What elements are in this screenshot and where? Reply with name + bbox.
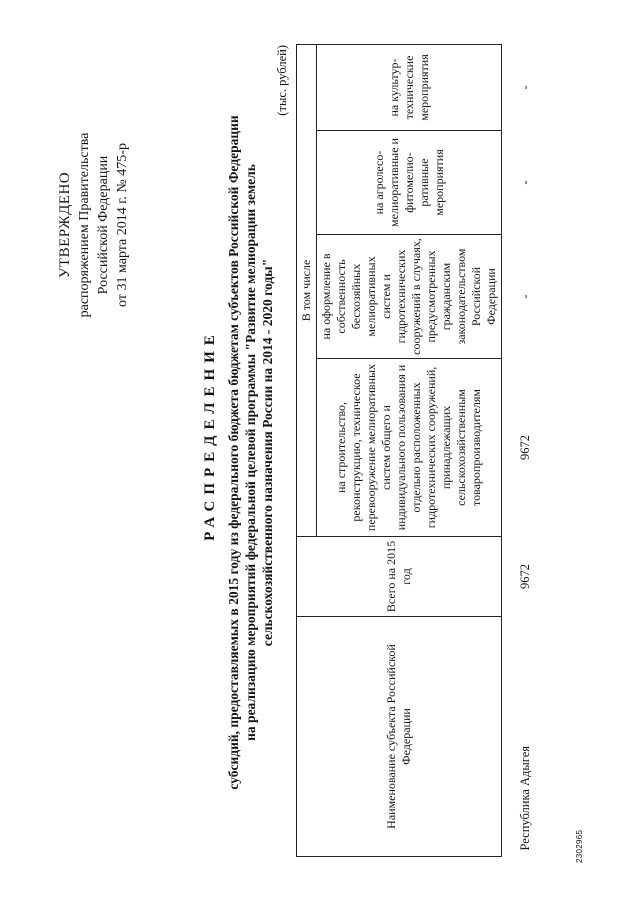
header-subject-name: Наименование субъекта Российской Федерации: [297, 617, 502, 857]
cell-ownerless: -: [518, 294, 532, 299]
approval-block: [56, 55, 132, 395]
header-group-including: В том числе: [297, 45, 317, 537]
approval-heading: УТВЕРЖДЕНО: [57, 171, 73, 279]
subtitle-line-3: сельскохозяйственного назначения России на 2014 - 2020 годы": [260, 258, 275, 647]
header-agroforest: на агролесо-мелиоративные и фитомелио-ративные мероприятия: [317, 131, 502, 235]
document-subtitle: [225, 50, 276, 855]
subtitle-line-2: на реализацию мероприятий федеральной целевой программы "Развитие мелиорации земель: [243, 164, 258, 741]
header-total: Всего на 2015 год: [297, 537, 502, 617]
units-label: (тыс. рублей): [275, 45, 289, 116]
cell-construction: 9672: [518, 435, 532, 460]
subtitle-line-1: субсидий, предоставляемых в 2015 году из федерального бюджета бюджетам субъектов Российской Федерации: [226, 115, 241, 790]
footer-code: 2302965: [575, 829, 584, 863]
cell-cultural: -: [518, 85, 532, 90]
approval-line-2: Российской Федерации: [96, 155, 111, 295]
header-cultural: на культур-технические мероприятия: [317, 45, 502, 131]
cell-agroforest: -: [518, 180, 532, 185]
document-title: РАСПРЕДЕЛЕНИЕ: [202, 329, 218, 541]
rotated-document-page: [40, 40, 600, 865]
header-construction: на строительство, реконструкцию, техническое перевооружение мелиоративных систем общего и индивидуального пользования и отдельно расположенных гидротехнических сооружений, принадлежащих сельскохозяйственным товаропроизводителям: [317, 359, 502, 537]
header-ownerless: на оформление в собственность бесхозяйных мелиоративных систем и гидротехнических сооружений в случаях, предусмотренных гражданским законодательством Российской Федерации: [317, 235, 502, 359]
table-header-row-1: [297, 45, 317, 857]
table-row: [502, 45, 536, 857]
cell-total: 9672: [518, 564, 532, 589]
subsidy-table: [296, 44, 535, 857]
approval-line-1: распоряжением Правительства: [77, 132, 92, 318]
approval-line-3: от 31 марта 2014 г. № 475-р: [115, 143, 130, 307]
cell-subject-name: Республика Адыгея: [518, 745, 532, 851]
